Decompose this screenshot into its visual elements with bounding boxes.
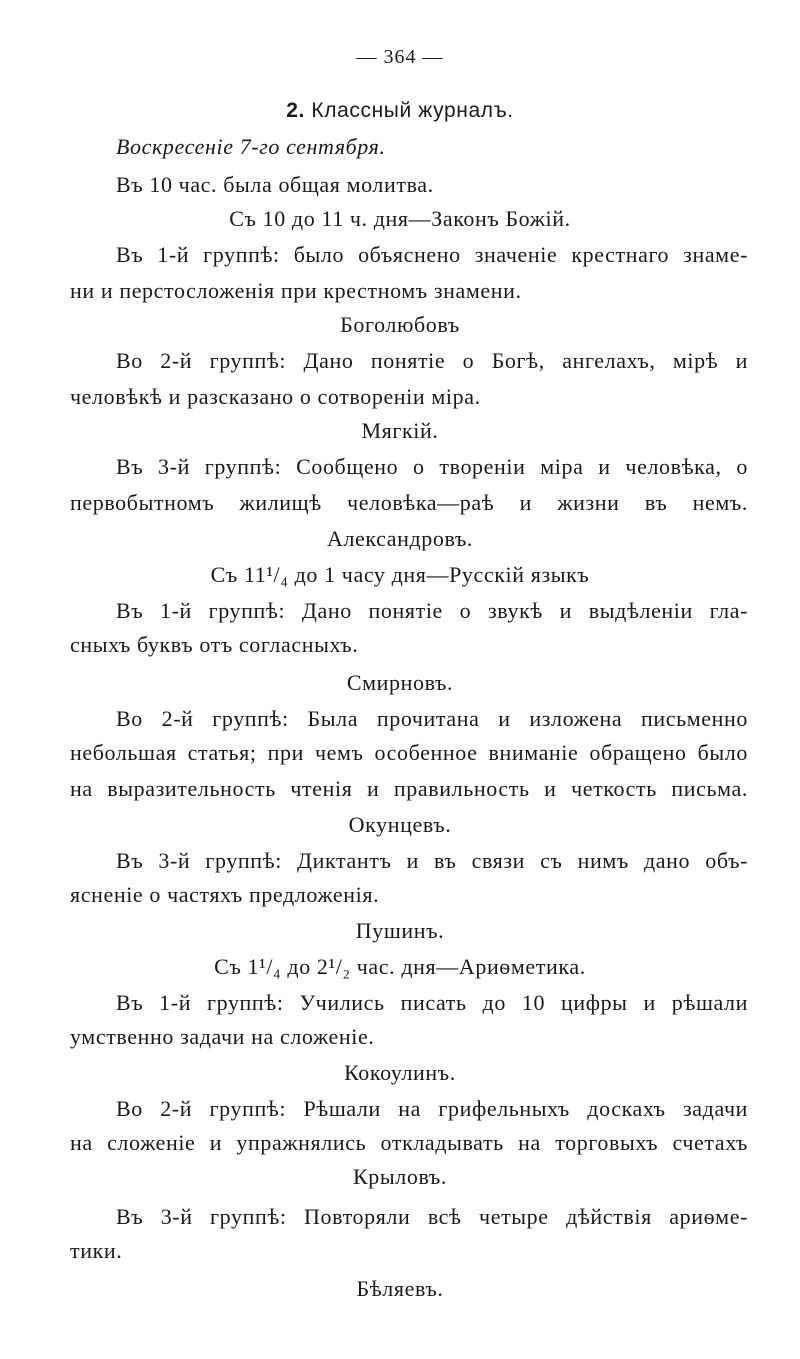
section-number: 2. [286,99,305,122]
teacher-name: Мягкій. [361,418,439,443]
opening-line: Въ 10 час. была общая молитва. [116,172,434,197]
section-title: Классный журналъ. [311,99,514,122]
paragraph-line: Во 2-й группѣ: Рѣшали на грифельныхъ доскахъ задачи [116,1096,748,1121]
page-number: — 364 — [356,46,444,68]
paragraph-line: ясненіе о частяхъ предложенія. [70,882,380,907]
teacher-name: Смирновъ. [346,670,454,695]
teacher-name: Боголюбовъ [340,312,460,337]
paragraph-line: Въ 1-й группѣ: Учились писать до 10 цифры и рѣшали [116,990,748,1015]
paragraph-line: тики. [70,1238,123,1263]
paragraph-line: первобытномъ жилищѣ человѣка—раѣ и жизни въ немъ. [70,490,748,515]
paragraph-line: сныхъ буквъ отъ согласныхъ. [70,632,359,657]
paragraph-line: небольшая статья; при чемъ особенное вниманіе обращено было [70,740,748,765]
paragraph-line: Въ 1-й группѣ: Дано понятіе о звукѣ и выдѣленіи гла- [116,598,748,623]
teacher-name: Крыловъ. [353,1164,447,1189]
subject-heading: Съ 11¹/₄ до 1 часу дня—Русскій языкъ [210,562,590,587]
subject-heading: Съ 10 до 11 ч. дня—Законъ Божій. [229,206,571,231]
section-heading [0,98,800,124]
paragraph-line: Въ 1-й группѣ: было объяснено значеніе крестнаго знаме- [116,242,748,267]
paragraph-line: на сложеніе и упражнялись откладывать на торговыхъ счетахъ [70,1130,748,1155]
paragraph-line: умственно задачи на сложеніе. [70,1024,375,1049]
teacher-name: Кокоулинъ. [344,1060,456,1085]
teacher-name: Александровъ. [326,526,474,551]
teacher-name: Пушинъ. [355,918,445,943]
teacher-name: Бѣляевъ. [356,1276,444,1301]
subject-heading: Съ 1¹/₄ до 2¹/₂ час. дня—Ариѳметика. [214,954,586,979]
paragraph-line: Въ 3-й группѣ: Сообщено о твореніи міра и человѣка, о [116,454,748,479]
paragraph-line: ни и перстосложенія при крестномъ знамени. [70,278,522,303]
paragraph-line: человѣкѣ и разсказано о сотвореніи міра. [70,384,481,409]
teacher-name: Окунцевъ. [348,812,452,837]
paragraph-line: Въ 3-й группѣ: Повторяли всѣ четыре дѣйствія ариѳме- [116,1204,748,1229]
paragraph-line: Во 2-й группѣ: Была прочитана и изложена письменно [116,706,748,731]
paragraph-line: Въ 3-й группѣ: Диктантъ и въ связи съ нимъ дано объ- [116,848,748,873]
paragraph-line: Во 2-й группѣ: Дано понятіе о Богѣ, ангелахъ, мірѣ и [116,348,748,373]
paragraph-line: на выразительность чтенія и правильность и четкость письма. [70,776,748,801]
date-line: Воскресеніе 7-го сентября. [116,134,386,159]
